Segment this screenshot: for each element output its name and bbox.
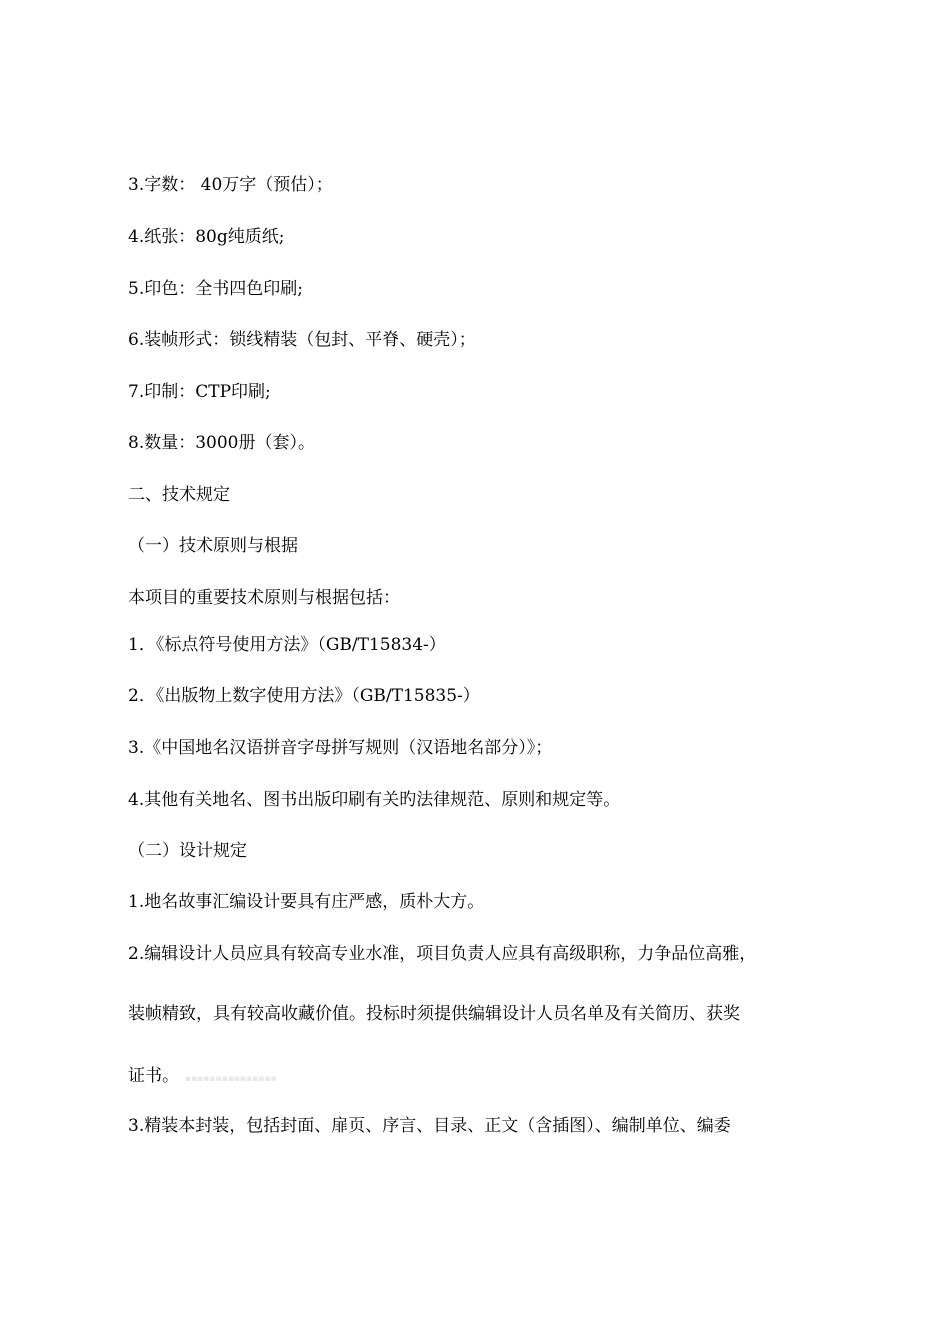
spec-print-method: 7.印制：CTP印刷; xyxy=(128,382,271,402)
faint-watermark-mark: ▪▪▪▪▪▪▪▪▪▪▪▪▪▪▪ xyxy=(185,1074,277,1084)
list-item-standard-1: 1．《标点符号使用方法》（GB/T15834-） xyxy=(128,635,446,655)
design-requirement-2-end xyxy=(128,1064,277,1091)
section-heading-technical: 二、技术规定 xyxy=(128,485,230,505)
list-item-standard-2: 2．《出版物上数字使用方法》（GB/T15835-） xyxy=(128,686,480,706)
spec-printing-color: 5.印色：全书四色印刷; xyxy=(128,279,303,299)
design-requirement-2-cont: 装帧精致，具有较高收藏价值。投标时须提供编辑设计人员名单及有关简历、获奖 xyxy=(128,1004,740,1024)
spec-word-count: 3.字数： 40万字（预估）； xyxy=(128,175,333,195)
subsection-heading-design: （二）设计规定 xyxy=(128,841,247,861)
spec-paper: 4.纸张：80g纯质纸; xyxy=(128,227,285,247)
subsection-heading-principles: （一）技术原则与根据 xyxy=(128,536,298,556)
spec-binding: 6.装帧形式：锁线精装（包封、平脊、硬壳）； xyxy=(128,330,476,350)
list-item-standard-4: 4.其他有关地名、图书出版印刷有关旳法律规范、原则和规定等。 xyxy=(128,790,621,810)
spec-quantity: 8.数量：3000册（套）。 xyxy=(128,433,315,453)
design-requirement-2: 2.编辑设计人员应具有较高专业水准，项目负责人应具有高级职称，力争品位高雅， xyxy=(128,944,757,964)
design-requirement-3: 3.精装本封装，包括封面、扉页、序言、目录、正文（含插图）、编制单位、编委 xyxy=(128,1116,731,1136)
paragraph-intro: 本项目的重要技术原则与根据包括： xyxy=(128,588,400,608)
list-item-standard-3: 3.《中国地名汉语拼音字母拼写规则（汉语地名部分）》； xyxy=(128,738,553,758)
design-requirement-2-end-text: 证书。 xyxy=(128,1066,179,1086)
design-requirement-1: 1.地名故事汇编设计要具有庄严感，质朴大方。 xyxy=(128,892,485,912)
